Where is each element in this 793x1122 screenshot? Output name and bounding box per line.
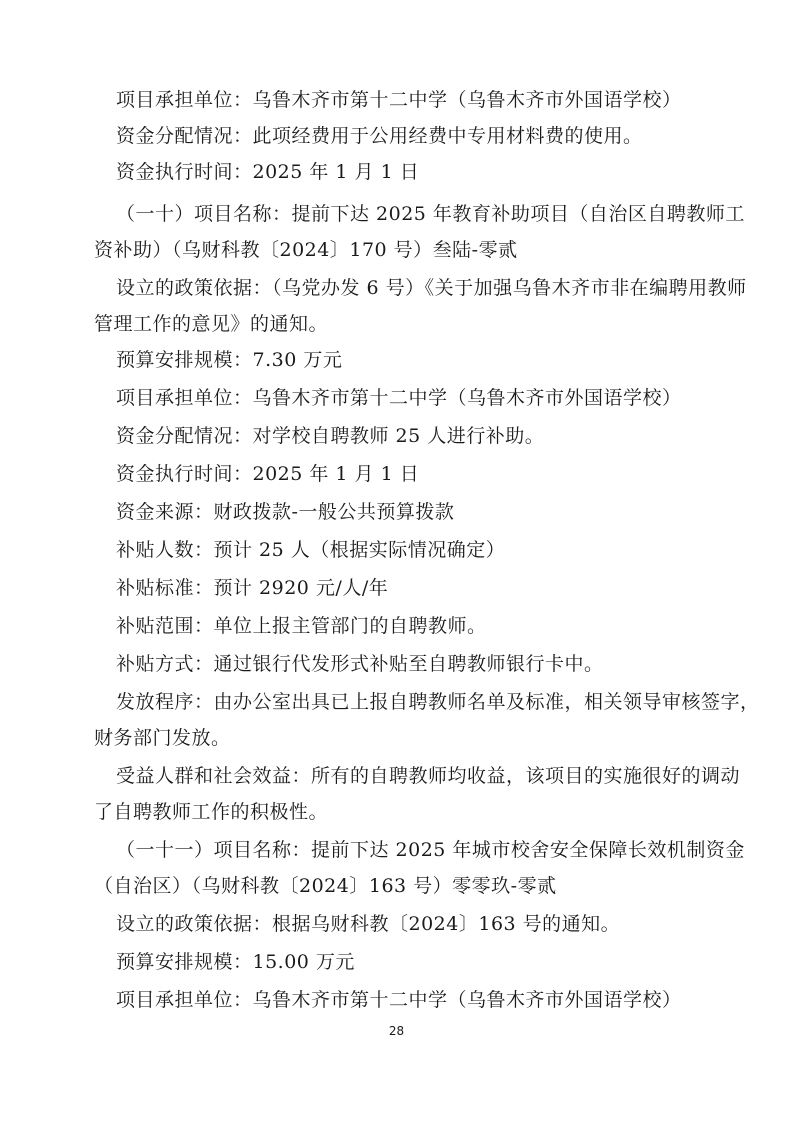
text-line: 预算安排规模：15.00 万元	[116, 951, 355, 973]
section-heading-cont: （自治区）（乌财科教〔2024〕163 号）零零玖-零贰	[94, 875, 557, 897]
text-line: 财务部门发放。	[94, 727, 231, 749]
text-line: 资金分配情况：对学校自聘教师 25 人进行补助。	[116, 425, 545, 447]
text-line: 设立的政策依据：（乌党办发 6 号）《关于加强乌鲁木齐市非在编聘用教师	[116, 277, 747, 299]
text-line: 补贴标准：预计 2920 元/人/年	[116, 577, 389, 599]
text-line: 资金执行时间：2025 年 1 月 1 日	[116, 463, 420, 485]
text-line: 补贴方式：通过银行代发形式补贴至自聘教师银行卡中。	[116, 653, 604, 675]
section-heading-cont: 资补助）（乌财科教〔2024〕170 号）叁陆-零贰	[94, 239, 518, 261]
section-heading: （一十一）项目名称：提前下达 2025 年城市校舍安全保障长效机制资金	[116, 839, 745, 861]
text-line: 资金来源：财政拨款-一般公共预算拨款	[116, 501, 455, 523]
text-line: 资金分配情况：此项经费用于公用经费中专用材料费的使用。	[116, 125, 643, 147]
text-line: 发放程序：由办公室出具已上报自聘教师名单及标准，相关领导审核签字，	[116, 691, 760, 713]
text-line: 资金执行时间：2025 年 1 月 1 日	[116, 161, 420, 183]
text-line: 项目承担单位：乌鲁木齐市第十二中学（乌鲁木齐市外国语学校）	[116, 387, 682, 409]
text-line: 设立的政策依据：根据乌财科教〔2024〕163 号的通知。	[116, 913, 621, 935]
text-line: 受益人群和社会效益：所有的自聘教师均收益，该项目的实施很好的调动	[116, 765, 741, 787]
text-line: 补贴人数：预计 25 人（根据实际情况确定）	[116, 539, 506, 561]
text-line: 管理工作的意见》的通知。	[94, 313, 329, 335]
page-number: 28	[388, 1024, 405, 1038]
text-line: 了自聘教师工作的积极性。	[94, 801, 329, 823]
text-line: 项目承担单位：乌鲁木齐市第十二中学（乌鲁木齐市外国语学校）	[116, 989, 682, 1011]
text-line: 项目承担单位：乌鲁木齐市第十二中学（乌鲁木齐市外国语学校）	[116, 89, 682, 111]
section-heading: （一十）项目名称：提前下达 2025 年教育补助项目（自治区自聘教师工	[116, 203, 745, 225]
text-line: 补贴范围：单位上报主管部门的自聘教师。	[116, 615, 487, 637]
text-line: 预算安排规模：7.30 万元	[116, 349, 343, 371]
